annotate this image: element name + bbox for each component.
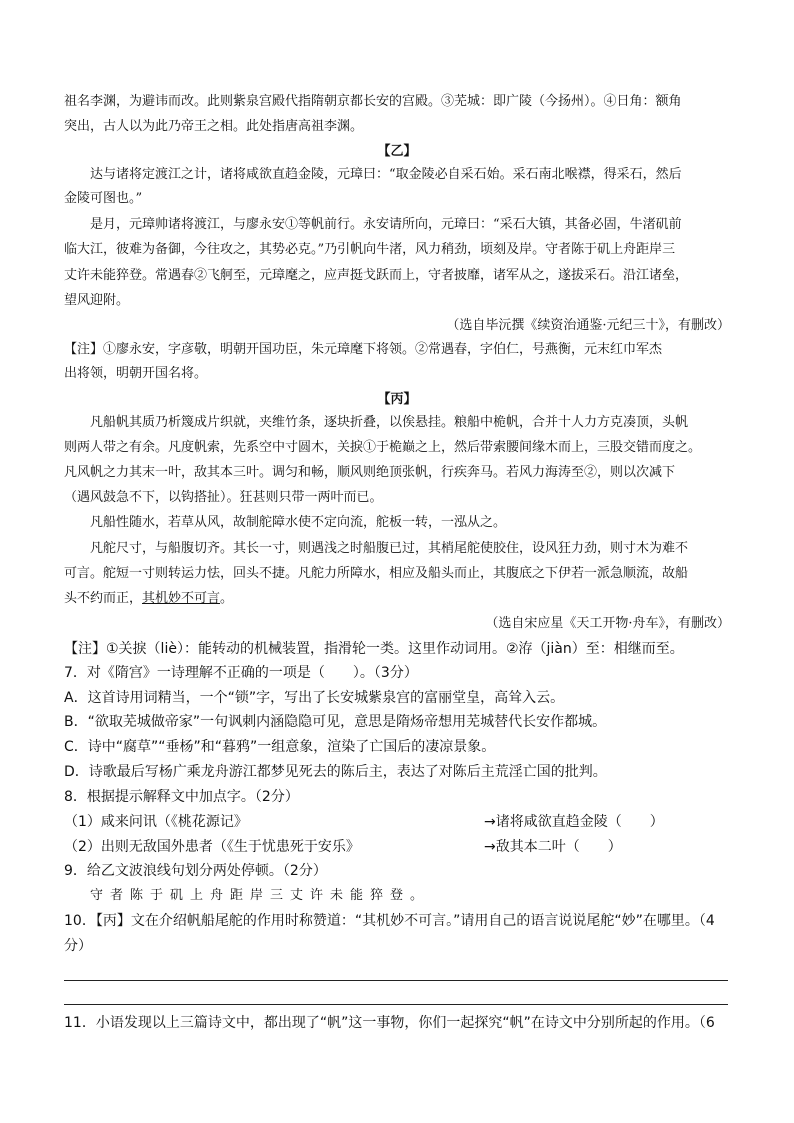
yi-note-line-2: 出将领，明朝开国名将。 <box>64 366 208 381</box>
q7-option-a: A．这首诗用词精当，一个“锁”字，写出了长安城紫泉宫的富丽堂皇，高耸入云。 <box>64 690 565 706</box>
yi-note-line-1: 【注】①廖永安，字彦敬，明朝开国功臣，朱元璋麾下将领。②常遇春，字伯仁，号燕衡，元末红巾军杰 <box>64 342 663 357</box>
q7-option-b: B．“欲取芜城做帝家”一句讽刺内涵隐隐可见，意思是隋炀帝想用芜城替代长安作都城。 <box>64 714 607 730</box>
bing-para-1-line-4: （遇风鼓急不下，以钩搭扯）。狂甚则只带一两叶而已。 <box>64 490 383 505</box>
bing-para-2-line-1: 凡船性随水，若草从风，故制舵障水使不定向流，舵板一转，一泓从之。 <box>90 515 507 530</box>
answer-line-2[interactable] <box>64 1004 728 1005</box>
bing-line-3-before: 头不约而正， <box>64 591 143 606</box>
q8-item-1-source: （1）咸来问讯（《桃花源记》 <box>64 814 248 830</box>
bing-para-1-line-2: 则两人带之有余。凡度帆索，先系空中寸圆木，关捩①于桅巅之上，然后带索腰间缘木而上，三股交错而度之。 <box>64 440 702 455</box>
yi-source: （选自毕沅撰《续资治通鉴·元纪三十》，有删改） <box>446 318 730 333</box>
q10-stem-line-2: 分） <box>64 938 92 954</box>
bing-para-3-line-1: 凡舵尺寸，与船腹切齐。其长一寸，则遇浅之时船腹已过，其梢尾舵使胶住，设风狂力劲，则寸木为难不 <box>90 541 689 556</box>
q8-item-1-target: →诸将咸欲直趋金陵（ ） <box>484 814 664 830</box>
yi-para-2-line-2: 临大江，彼难为备御，今往攻之，其势必克。”乃引帆向牛渚，风力稍劲，顷刻及岸。守者陈于矶上舟距岸三 <box>64 242 676 257</box>
q11-stem-line-1: 11．小语发现以上三篇诗文中，都出现了“帆”这一事物，你们一起探究“帆”在诗文中分别所起的作用。（6 <box>64 1015 715 1031</box>
bing-line-3-after: 。 <box>220 591 234 606</box>
yi-para-2-line-3: 丈许未能猝登。常遇春②飞舸至，元璋麾之，应声挺戈跃而上，守者披靡，诸军从之，遂拔采石。沿江诸垒， <box>64 268 689 283</box>
bing-note: 【注】①关捩（liè）：能转动的机械装置，指滑轮一类。这里作动词用。②洊（jiàn）至：相继而至。 <box>64 641 684 657</box>
q7-stem: 7．对《隋宫》一诗理解不正确的一项是（ ）。（3分） <box>64 665 418 681</box>
passage-yi-heading: 【乙】 <box>377 144 417 159</box>
bing-para-3-line-2: 可言。舵短一寸则转运力怯，回头不捷。凡舵力所障水，相应及船头而止，其腹底之下伊若一派急顺流，故船 <box>64 566 689 581</box>
yi-para-2-line-4: 望风迎附。 <box>64 293 130 308</box>
q7-option-c: C．诗中“腐草”“垂杨”和“暮鸦”一组意象，渲染了亡国后的凄凉景象。 <box>64 739 496 755</box>
q9-stem: 9．给乙文波浪线句划分两处停顿。（2分） <box>64 863 327 879</box>
jia-note-line-1: 祖名李渊，为避讳而改。此则紫泉宫殿代指隋朝京都长安的宫殿。③芜城：即广陵（今扬州）。④日角：额角 <box>64 94 682 109</box>
q10-stem-line-1: 10．【丙】文在介绍帆船尾舵的作用时称赞道：“其机妙不可言。”请用自己的语言说说尾舵“妙”在哪里。（4 <box>64 913 715 929</box>
q8-item-2-target: →敌其本二叶（ ） <box>484 839 622 855</box>
q9-sentence: 守者陈于矶上舟距岸三丈许未能猝登。 <box>90 888 431 903</box>
q8-stem: 8．根据提示解释文中加点字。（2分） <box>64 789 299 805</box>
q8-item-2-source: （2）出则无敌国外患者（《生于忧患死于安乐》 <box>64 839 360 855</box>
bing-para-1-line-1: 凡船帆其质乃析篾成片织就，夹维竹条，逐块折叠，以俟悬挂。粮船中桅帆，合并十人力方克凑顶，头帆 <box>90 415 689 430</box>
bing-para-3-line-3 <box>64 591 233 607</box>
jia-note-line-2: 突出，古人以为此乃帝王之相。此处指唐高祖李渊。 <box>64 119 364 134</box>
passage-bing-heading: 【丙】 <box>377 392 417 407</box>
wavy-underlined-phrase: 其机妙不可言 <box>142 591 221 606</box>
answer-line-1[interactable] <box>64 980 728 981</box>
yi-para-2-line-1: 是月，元璋帅诸将渡江，与廖永安①等帆前行。永安请所向，元璋曰：“采石大镇，其备必固，牛渚矶前 <box>90 217 682 232</box>
yi-para-1-line-1: 达与诸将定渡江之计，诸将咸欲直趋金陵，元璋曰：“取金陵必自采石始。采石南北喉襟，得采石，然后 <box>90 167 682 182</box>
bing-source: （选自宋应星《天工开物·舟车》，有删改） <box>485 616 730 631</box>
yi-para-1-line-2: 金陵可图也。” <box>64 191 143 206</box>
q7-option-d: D．诗歌最后写杨广乘龙舟游江都梦见死去的陈后主，表达了对陈后主荒淫亡国的批判。 <box>64 764 607 780</box>
bing-para-1-line-3: 凡风帆之力其末一叶，敌其本三叶。调匀和畅，顺风则绝顶张帆，行疾奔马。若风力海涛至②，则以次减下 <box>64 465 676 480</box>
